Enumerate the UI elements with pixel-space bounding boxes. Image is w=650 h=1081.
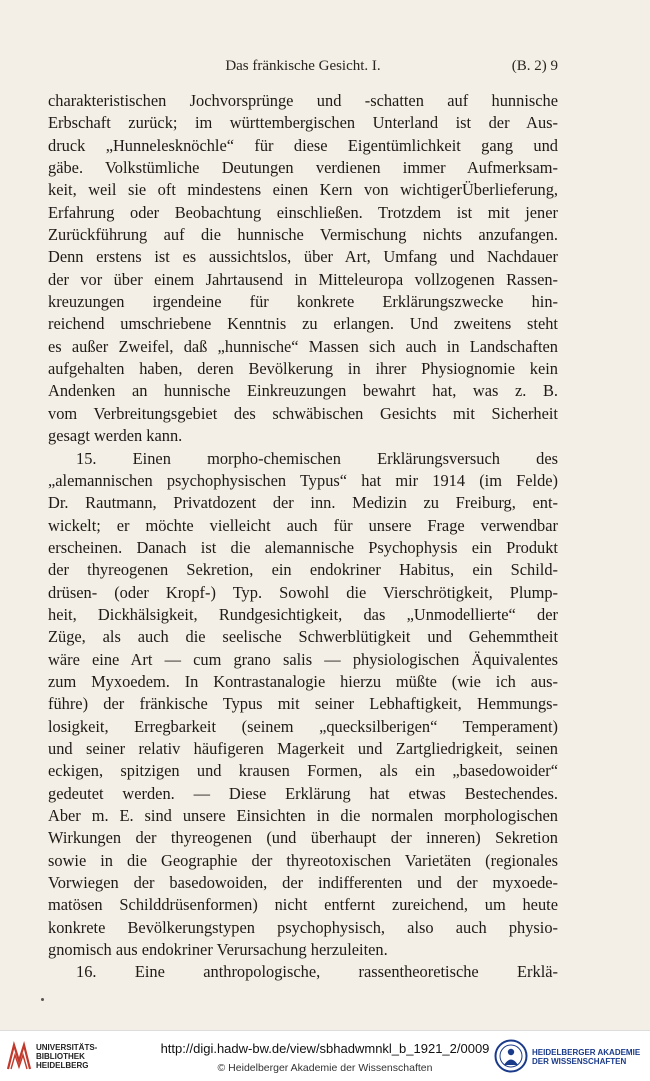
section-16-heading-line: 16. Eine anthropologische, rassentheoretische Erklä-	[76, 962, 558, 982]
text-line: eckigen, spitzigen und krausen Formen, als ein „basedowoider“	[48, 761, 558, 781]
text-line: gnomisch aus endokriner Verursachung herzuleiten.	[48, 940, 388, 960]
text-line: „alemannischen psychophysischen Typus“ hat mir 1914 (im Felde)	[48, 470, 558, 490]
text-line: keit, weil sie oft mindestens einen Kern von wichtigerÜberlieferung,	[48, 180, 558, 200]
copyright-notice: © Heidelberger Akademie der Wissenschaften	[217, 1062, 433, 1074]
library-logo-line: UNIVERSITÄTS-	[36, 1043, 98, 1052]
header-title: Das fränkische Gesicht. I.	[225, 58, 381, 74]
text-line: konkrete Bevölkerungstypen psychophysisch, also auch physio-	[48, 917, 558, 937]
text-line: der vor über einem Jahrtausend in Mitteleuropa vollzogenen Rassen-	[48, 269, 558, 289]
text-line: gesagt werden kann.	[48, 426, 183, 446]
text-line: matösen Schilddrüsenformen) nicht entfernt zureichend, um heute	[48, 895, 558, 915]
header-page-ref: (B. 2) 9	[511, 58, 558, 74]
text-line: sowie in die Geographie der thyreotoxischen Varietäten (regionales	[48, 850, 558, 870]
text-line: Wirkungen der thyreogenen (und überhaupt der inneren) Sekretion	[48, 828, 558, 848]
running-header	[48, 58, 558, 82]
viewer-footer	[0, 1030, 650, 1081]
text-line: heit, Dickhälsigkeit, Rundgesichtigkeit, das „Unmodellierte“ der	[48, 604, 558, 624]
text-line: drüsen- (oder Kropf-) Typ. Sowohl die Vierschrötigkeit, Plump-	[48, 582, 558, 602]
library-logo-line: HEIDELBERG	[36, 1061, 89, 1070]
text-line: Zurückführung auf die hunnische Vermischung nichts anzufangen.	[48, 225, 558, 245]
text-line: führe) der fränkische Typus mit seiner Lebhaftigkeit, Hemmungs-	[48, 694, 558, 714]
permalink-url[interactable]: http://digi.hadw-bw.de/view/sbhadwmnkl_b_1921_2/0009	[160, 1041, 490, 1056]
text-line: aufgehalten haben, deren Bevölkerung in ihrer Physiognomie kein	[48, 359, 558, 379]
academy-logo[interactable]	[494, 1039, 644, 1075]
text-line: wäre eine Art — cum grano salis — physiologischen Äquivalentes	[48, 649, 558, 669]
text-line: reichend umschriebene Kenntnis zu erlangen. Und zweitens steht	[48, 314, 558, 334]
text-line: Aber m. E. sind unsere Einsichten in die normalen morphologischen	[48, 806, 558, 825]
text-line: Dr. Rautmann, Privatdozent der inn. Medizin zu Freiburg, ent-	[48, 493, 558, 513]
academy-logo-text	[532, 1048, 640, 1066]
text-line: Denn erstens ist es aussichtslos, über Art, Umfang und Nachdauer	[48, 247, 558, 267]
body-text	[48, 90, 558, 984]
text-line: vom Verbreitungsgebiet des schwäbischen Gesichts mit Sicherheit	[48, 403, 558, 423]
scan-speck	[41, 998, 44, 1001]
text-line: Erbschaft zurück; im württembergischen Unterland ist der Aus-	[48, 113, 558, 133]
academy-logo-line: DER WISSENSCHAFTEN	[532, 1057, 627, 1066]
text-line: losigkeit, Erregbarkeit (seinem „quecksilberigen“ Temperament)	[48, 716, 558, 736]
text-line: und seiner relativ häufigeren Magerkeit und Zartgliedrigkeit, seinen	[48, 738, 558, 758]
text-line: kreuzungen irgendeine für konkrete Erklärungszwecke hin-	[48, 292, 558, 312]
academy-logo-line: HEIDELBERGER AKADEMIE	[532, 1048, 641, 1057]
text-line: gedeutet werden. — Diese Erklärung hat etwas Bestechendes.	[48, 783, 558, 803]
text-line: Vorwiegen der basedowoiden, der indifferenten und der myxoede-	[48, 873, 558, 893]
text-line: es außer Zweifel, daß „hunnische“ Massen sich auch in Landschaften	[48, 336, 558, 356]
text-line: druck „Hunnelesknöchle“ für diese Eigentümlichkeit gang und	[48, 135, 558, 155]
text-line: Andenken an hunnische Einkreuzungen bewahrt hat, was z. B.	[48, 381, 558, 401]
text-line: wickelt; er möchte vielleicht auch für unsere Frage verwendbar	[48, 515, 558, 535]
text-line: zum Myxoedem. In Kontrastanalogie hierzu müßte (wie ich aus-	[48, 671, 558, 691]
academy-seal-icon	[494, 1039, 528, 1073]
section-15-heading-line: 15. Einen morpho-chemischen Erklärungsversuch des	[76, 448, 558, 468]
text-line: erscheinen. Danach ist die alemannische Psychophysis ein Produkt	[48, 537, 558, 557]
text-line: Züge, als auch die seelische Schwerblütigkeit und Gehemmtheit	[48, 627, 558, 647]
text-line: gäbe. Volkstümliche Deutungen verdienen immer Aufmerksam-	[48, 158, 558, 178]
text-line: charakteristischen Jochvorsprünge und -schatten auf hunnische	[48, 91, 558, 110]
text-line: der thyreogenen Sekretion, ein endokriner Habitus, ein Schild-	[48, 560, 558, 580]
library-logo-line: BIBLIOTHEK	[36, 1052, 85, 1061]
text-line: Erfahrung oder Beobachtung einschließen. Trotzdem ist mit jener	[48, 202, 558, 222]
